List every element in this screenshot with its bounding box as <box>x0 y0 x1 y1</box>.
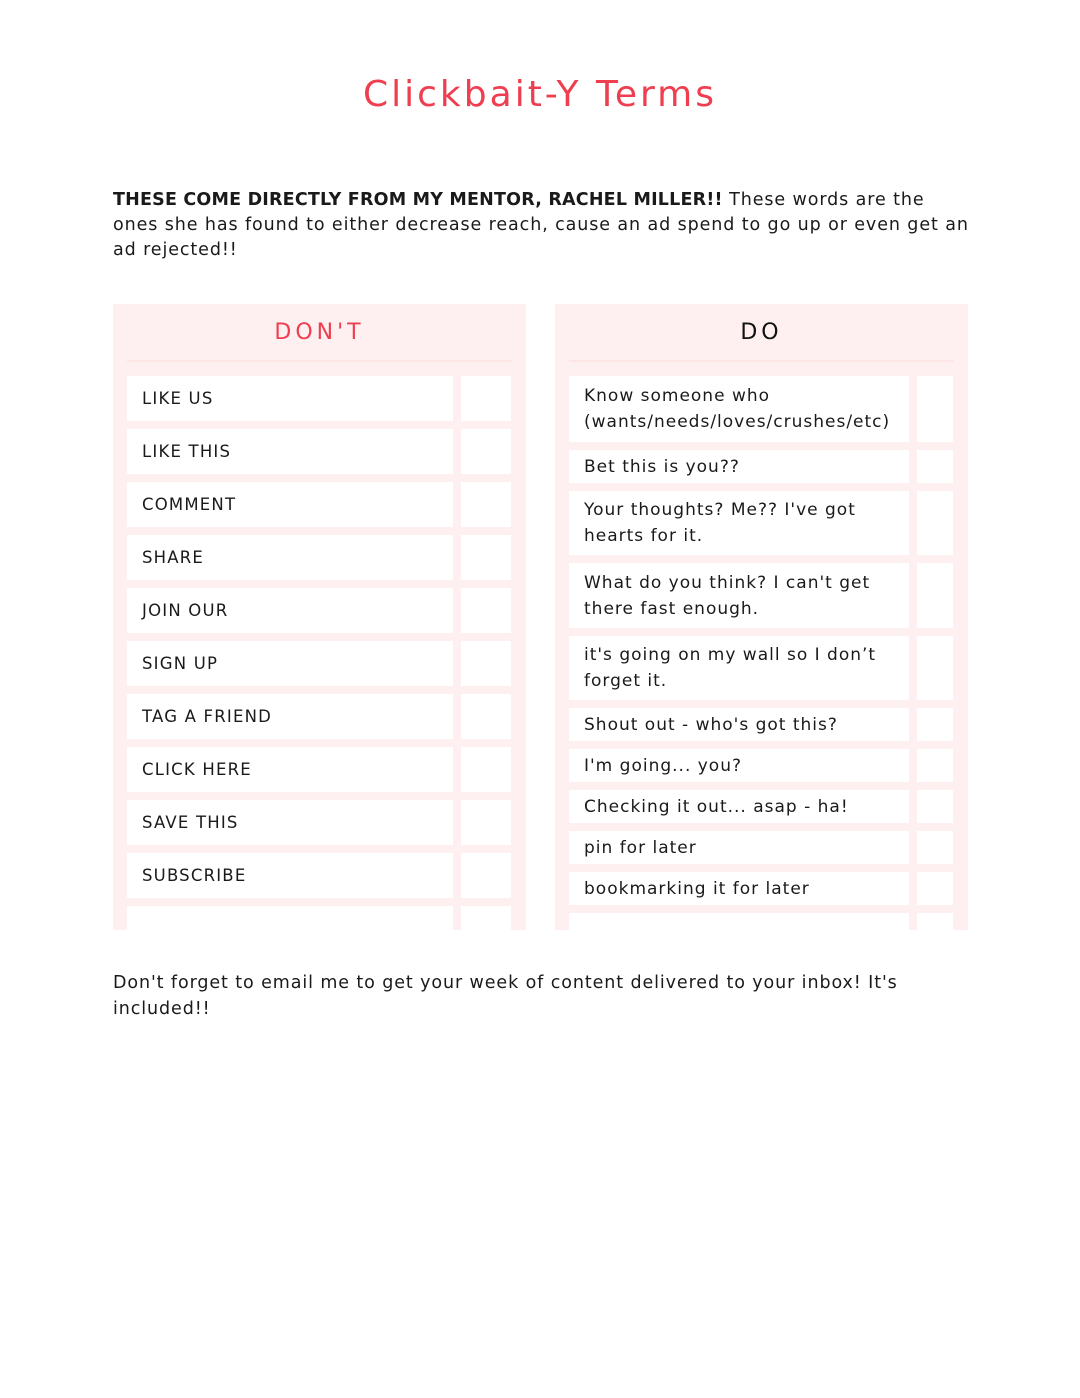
dont-row <box>127 747 512 792</box>
dont-checkbox[interactable] <box>461 429 511 474</box>
do-row <box>569 636 954 700</box>
intro-text: These words are the ones she has found to either decrease reach, cause an ad spend to go up or even get an ad rejected!! <box>113 190 969 260</box>
do-heading: DO <box>569 304 954 362</box>
dont-row <box>127 588 512 633</box>
do-checkbox[interactable] <box>917 790 953 823</box>
dont-term: SIGN UP <box>127 641 453 686</box>
footer-note: Don't forget to email me to get your week of content delivered to your inbox! It's included!! <box>113 973 898 1019</box>
dont-term: TAG A FRIEND <box>127 694 453 739</box>
do-panel <box>555 304 968 930</box>
dont-row <box>127 906 512 930</box>
page-title: Clickbait-Y Terms <box>363 74 717 115</box>
do-row <box>569 913 954 930</box>
dont-row <box>127 694 512 739</box>
do-checkbox[interactable] <box>917 749 953 782</box>
dont-term: SAVE THIS <box>127 800 453 845</box>
dont-row <box>127 535 512 580</box>
do-checkbox[interactable] <box>917 872 953 905</box>
dont-row <box>127 376 512 421</box>
dont-checkbox[interactable] <box>461 747 511 792</box>
intro-bold: THESE COME DIRECTLY FROM MY MENTOR, RACHEL MILLER!! <box>113 190 723 210</box>
do-row <box>569 749 954 782</box>
dont-checkbox[interactable] <box>461 376 511 421</box>
do-row <box>569 831 954 864</box>
dont-checkbox[interactable] <box>461 641 511 686</box>
do-term: Checking it out... asap - ha! <box>569 790 909 823</box>
dont-term <box>127 906 453 930</box>
do-term: Your thoughts? Me?? I've got hearts for it. <box>569 491 909 555</box>
dont-checkbox[interactable] <box>461 694 511 739</box>
dont-row <box>127 853 512 898</box>
dont-row <box>127 641 512 686</box>
dont-term: CLICK HERE <box>127 747 453 792</box>
do-term: pin for later <box>569 831 909 864</box>
do-row <box>569 790 954 823</box>
do-term: bookmarking it for later <box>569 872 909 905</box>
do-term: it's going on my wall so I don’t forget it. <box>569 636 909 700</box>
dont-checkbox[interactable] <box>461 588 511 633</box>
dont-term: JOIN OUR <box>127 588 453 633</box>
dont-checkbox[interactable] <box>461 482 511 527</box>
dont-row <box>127 800 512 845</box>
do-checkbox[interactable] <box>917 831 953 864</box>
do-term <box>569 913 909 930</box>
dont-checkbox[interactable] <box>461 853 511 898</box>
do-checkbox[interactable] <box>917 563 953 628</box>
do-row <box>569 376 954 442</box>
do-checkbox[interactable] <box>917 491 953 555</box>
intro-paragraph <box>113 188 973 263</box>
dont-term: COMMENT <box>127 482 453 527</box>
dont-term: SUBSCRIBE <box>127 853 453 898</box>
dont-term: LIKE THIS <box>127 429 453 474</box>
do-row <box>569 708 954 741</box>
do-term: Know someone who (wants/needs/loves/crushes/etc) <box>569 376 909 442</box>
do-term: Shout out - who's got this? <box>569 708 909 741</box>
do-term: What do you think? I can't get there fast enough. <box>569 563 909 628</box>
do-term: I'm going... you? <box>569 749 909 782</box>
dont-checkbox[interactable] <box>461 800 511 845</box>
do-checkbox[interactable] <box>917 636 953 700</box>
do-term: Bet this is you?? <box>569 450 909 483</box>
do-checkbox[interactable] <box>917 913 953 930</box>
do-row <box>569 450 954 483</box>
dont-checkbox[interactable] <box>461 906 511 930</box>
dont-term: LIKE US <box>127 376 453 421</box>
do-checkbox[interactable] <box>917 450 953 483</box>
dont-checkbox[interactable] <box>461 535 511 580</box>
dont-heading: DON'T <box>127 304 512 362</box>
dont-panel <box>113 304 526 930</box>
dont-row <box>127 482 512 527</box>
do-row <box>569 491 954 555</box>
do-checkbox[interactable] <box>917 708 953 741</box>
do-checkbox[interactable] <box>917 376 953 442</box>
dont-row <box>127 429 512 474</box>
dont-term: SHARE <box>127 535 453 580</box>
do-row <box>569 872 954 905</box>
do-row <box>569 563 954 628</box>
